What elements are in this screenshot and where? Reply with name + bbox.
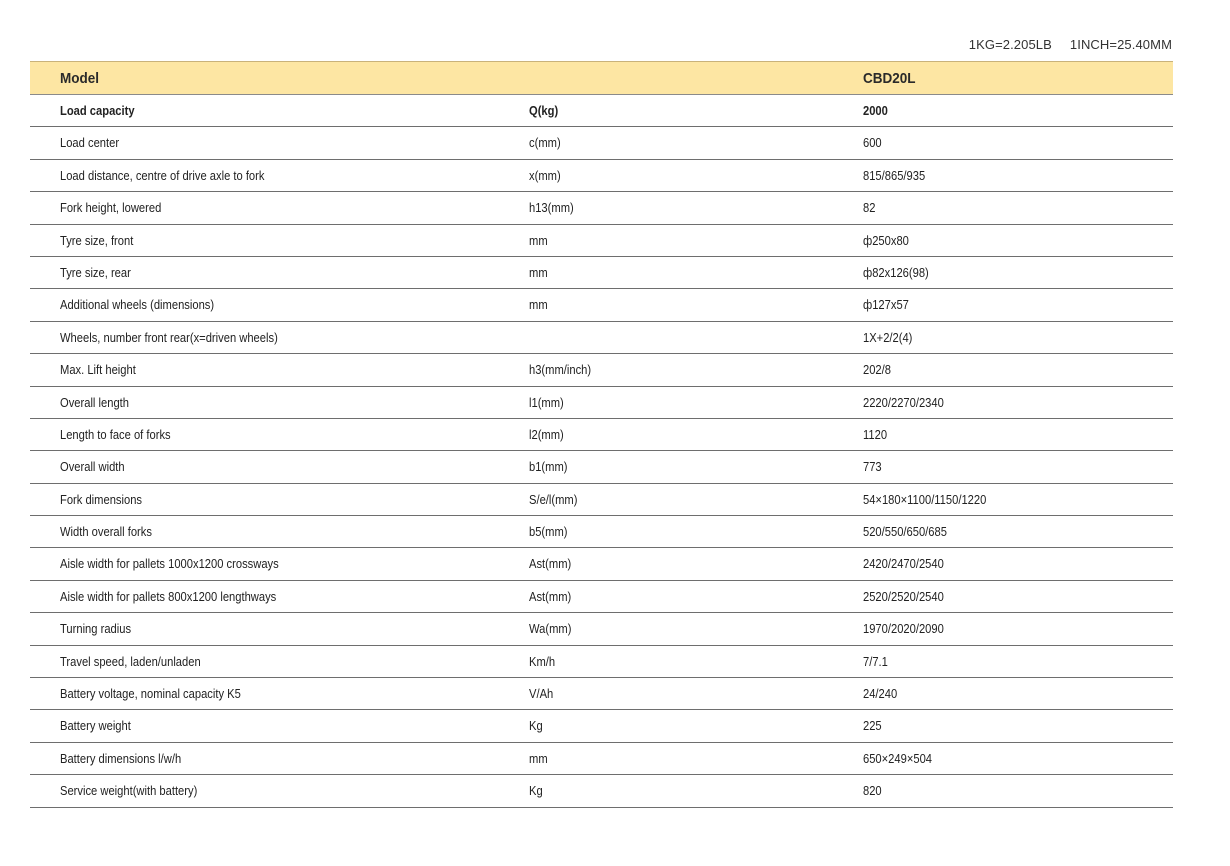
header-label: Model <box>60 70 100 87</box>
row-label: Length to face of forks <box>60 426 171 442</box>
row-value: ф127x57 <box>863 297 909 313</box>
row-unit: Wa(mm) <box>529 621 572 637</box>
row-unit: l2(mm) <box>529 426 564 442</box>
row-label: Additional wheels (dimensions) <box>60 297 215 313</box>
row-unit: Ast(mm) <box>529 556 572 572</box>
table-row <box>30 581 1173 613</box>
table-row <box>30 95 1173 127</box>
row-label: Width overall forks <box>60 524 152 540</box>
table-row <box>30 516 1173 548</box>
row-label: Load capacity <box>60 103 135 118</box>
row-value: 2220/2270/2340 <box>863 394 944 410</box>
row-value: ф82x126(98) <box>863 264 929 280</box>
row-value: 2000 <box>863 103 888 118</box>
row-unit: S/e/l(mm) <box>529 491 578 507</box>
table-row <box>30 192 1173 224</box>
specification-table <box>30 61 1173 808</box>
row-label: Max. Lift height <box>60 362 136 378</box>
table-row <box>30 678 1173 710</box>
table-row <box>30 646 1173 678</box>
row-value: 54×180×1100/1150/1220 <box>863 491 987 507</box>
table-row <box>30 127 1173 159</box>
row-label: Aisle width for pallets 1000x1200 crossways <box>60 556 279 572</box>
row-unit: mm <box>529 232 548 248</box>
row-unit: b5(mm) <box>529 524 568 540</box>
row-label: Travel speed, laden/unladen <box>60 653 201 669</box>
row-unit: Kg <box>529 718 543 734</box>
row-value: 520/550/650/685 <box>863 524 947 540</box>
row-label: Fork dimensions <box>60 491 143 507</box>
row-label: Aisle width for pallets 800x1200 lengthways <box>60 588 277 604</box>
row-label: Wheels, number front rear(x=driven wheels) <box>60 329 278 345</box>
row-unit: l1(mm) <box>529 394 564 410</box>
row-label: Battery voltage, nominal capacity K5 <box>60 686 241 702</box>
row-unit: Q(kg) <box>529 103 559 118</box>
table-row <box>30 289 1173 321</box>
row-value: 7/7.1 <box>863 653 888 669</box>
row-value: 600 <box>863 135 882 151</box>
row-label: Turning radius <box>60 621 132 637</box>
row-label: Service weight(with battery) <box>60 783 198 799</box>
row-unit: mm <box>529 264 548 280</box>
row-value: 24/240 <box>863 686 898 702</box>
row-unit: mm <box>529 297 548 313</box>
row-unit: V/Ah <box>529 686 554 702</box>
row-unit: Ast(mm) <box>529 588 572 604</box>
row-label: Overall width <box>60 459 125 475</box>
row-unit: mm <box>529 750 548 766</box>
row-value: 1970/2020/2090 <box>863 621 944 637</box>
table-row <box>30 775 1173 807</box>
row-unit: Km/h <box>529 653 556 669</box>
row-value: 1120 <box>863 426 888 442</box>
unit-conversion-note <box>969 37 1172 52</box>
row-value: 1X+2/2(4) <box>863 329 913 345</box>
row-value: ф250x80 <box>863 232 909 248</box>
table-row <box>30 354 1173 386</box>
table-row <box>30 419 1173 451</box>
row-label: Load center <box>60 135 120 151</box>
header-model-value: CBD20L <box>863 70 916 87</box>
row-value: 820 <box>863 783 882 799</box>
row-unit: b1(mm) <box>529 459 568 475</box>
table-row <box>30 548 1173 580</box>
row-value: 82 <box>863 200 876 216</box>
row-unit: c(mm) <box>529 135 561 151</box>
table-row <box>30 257 1173 289</box>
table-row <box>30 743 1173 775</box>
row-value: 815/865/935 <box>863 167 926 183</box>
inch-mm-conversion: 1INCH=25.40MM <box>1069 37 1172 52</box>
row-value: 773 <box>863 459 882 475</box>
table-row <box>30 710 1173 742</box>
row-value: 2520/2520/2540 <box>863 588 944 604</box>
table-row <box>30 387 1173 419</box>
table-row <box>30 613 1173 645</box>
table-row <box>30 322 1173 354</box>
row-value: 650×249×504 <box>863 750 933 766</box>
row-value: 225 <box>863 718 882 734</box>
table-row <box>30 225 1173 257</box>
kg-lb-conversion: 1KG=2.205LB <box>968 37 1052 52</box>
row-value: 202/8 <box>863 362 891 378</box>
row-label: Battery weight <box>60 718 131 734</box>
table-header-row <box>30 61 1173 95</box>
row-unit: Kg <box>529 783 543 799</box>
row-label: Overall length <box>60 394 129 410</box>
row-label: Load distance, centre of drive axle to fork <box>60 167 265 183</box>
row-label: Fork height, lowered <box>60 200 162 216</box>
table-row <box>30 484 1173 516</box>
row-value: 2420/2470/2540 <box>863 556 944 572</box>
row-unit: h13(mm) <box>529 200 574 216</box>
row-label: Tyre size, front <box>60 232 134 248</box>
table-row <box>30 160 1173 192</box>
row-unit: x(mm) <box>529 167 561 183</box>
row-unit: h3(mm/inch) <box>529 362 592 378</box>
table-row <box>30 451 1173 483</box>
row-label: Battery dimensions l/w/h <box>60 750 182 766</box>
row-label: Tyre size, rear <box>60 264 131 280</box>
